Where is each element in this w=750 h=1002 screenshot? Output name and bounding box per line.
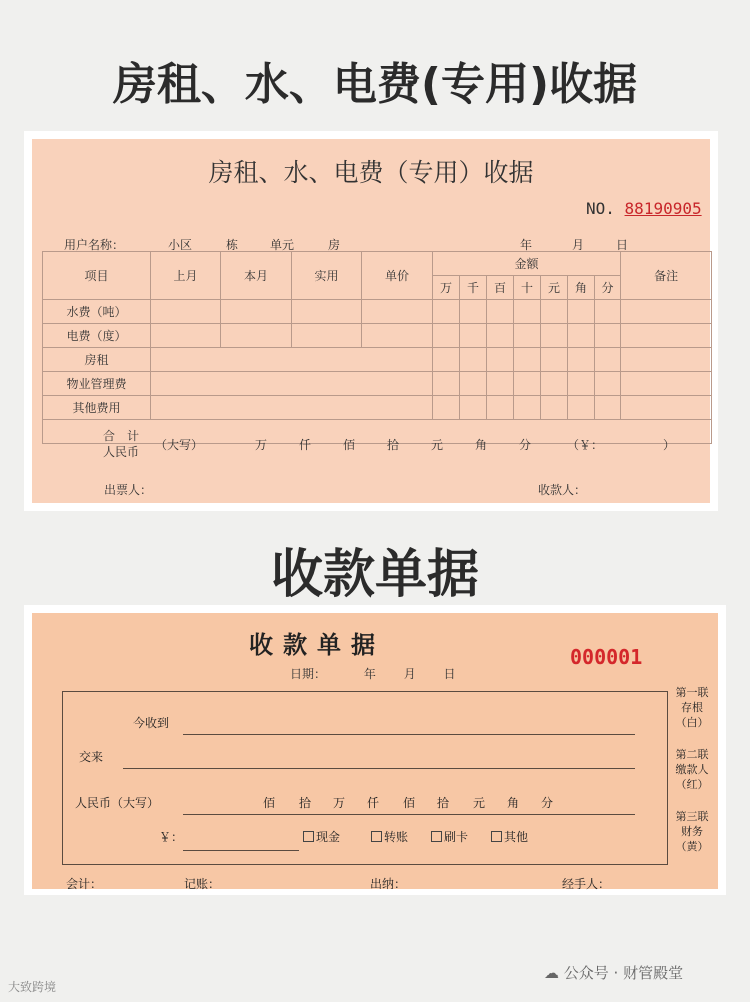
voucher-date (290, 665, 456, 682)
voucher-serial: 000001 (570, 645, 643, 669)
cell-input[interactable] (433, 324, 460, 348)
header-item: 项目 (43, 252, 151, 300)
total-cell (43, 420, 712, 459)
method-transfer-label: 转账 (384, 830, 409, 844)
cell-input[interactable] (460, 300, 487, 324)
from-line[interactable] (123, 768, 635, 769)
voucher-body (62, 691, 668, 865)
cell-input[interactable] (514, 396, 541, 420)
cell-input[interactable] (433, 396, 460, 420)
copy-1-label (666, 685, 718, 730)
cell-input[interactable] (541, 324, 568, 348)
total-yen: （￥： (567, 438, 604, 452)
total-unit-yuan: 元 (431, 438, 444, 452)
header-this-month: 本月 (221, 252, 292, 300)
table-row (43, 372, 712, 396)
total-label-heji: 合 计 (103, 429, 140, 443)
copy-2-desc: 缴款人 (675, 763, 709, 776)
amount-unit-bai: 佰 (263, 796, 276, 810)
cell-input[interactable] (487, 348, 514, 372)
rent-receipt (24, 131, 718, 511)
cell-input[interactable] (568, 324, 595, 348)
cell-input[interactable] (221, 324, 292, 348)
rent-receipt-title: 房租、水、电费（专用）收据 (208, 158, 534, 187)
cell-input[interactable] (362, 324, 433, 348)
cell-input[interactable] (292, 324, 362, 348)
row-water: 水费（吨） (43, 300, 151, 324)
cell-input[interactable] (433, 372, 460, 396)
unit-jiao: 角 (568, 276, 595, 300)
voucher-date-month: 月 (403, 667, 416, 681)
copy-2-label (666, 747, 718, 792)
header-actual: 实用 (292, 252, 362, 300)
total-row (43, 420, 712, 444)
cell-input[interactable] (568, 348, 595, 372)
footer-accountant: 会计： (66, 877, 103, 891)
total-label-rmb: 人民币 (103, 445, 140, 459)
cell-input[interactable] (568, 372, 595, 396)
cell-input[interactable] (433, 300, 460, 324)
voucher-title: 收款单据 (249, 631, 385, 659)
footer-cashier: 出纳： (370, 877, 407, 891)
copy-2-color: （红） (675, 778, 709, 791)
watermark-right-text: 公众号 · 财管殿堂 (563, 964, 684, 982)
cell-input[interactable] (433, 348, 460, 372)
cell-input[interactable] (541, 300, 568, 324)
addr-unit: 单元 (270, 238, 295, 252)
total-unit-fen: 分 (519, 438, 532, 452)
amount-unit-wan: 万 (333, 796, 346, 810)
total-unit-bai: 佰 (343, 438, 356, 452)
cell-input[interactable] (514, 348, 541, 372)
yen-label: ￥： (159, 830, 184, 844)
watermark-left: 大致跨境 (8, 980, 57, 994)
cell-input[interactable] (621, 300, 712, 324)
rent-receipt-paper (32, 139, 710, 503)
cell-input[interactable] (487, 396, 514, 420)
row-electricity: 电费（度） (43, 324, 151, 348)
cell-input[interactable] (568, 300, 595, 324)
addr-room: 房 (328, 238, 341, 252)
rmb-label: 人民币（大写） (75, 796, 160, 810)
table-row (43, 300, 712, 324)
cell-input[interactable] (595, 324, 621, 348)
header-last-month: 上月 (151, 252, 221, 300)
header-note: 备注 (621, 252, 712, 300)
cell-input[interactable] (460, 348, 487, 372)
amount-unit-yuan: 元 (473, 796, 486, 810)
cell-input[interactable] (487, 324, 514, 348)
method-card[interactable] (431, 828, 468, 845)
cell-input[interactable] (621, 348, 712, 372)
table-row (43, 324, 712, 348)
cell-input[interactable] (595, 348, 621, 372)
user-name-label: 用户名称： (64, 238, 125, 252)
unit-yuan: 元 (541, 276, 568, 300)
payment-voucher (24, 605, 726, 895)
amount-unit-shi: 拾 (299, 796, 312, 810)
amount-unit-fen: 分 (541, 796, 554, 810)
cell-input[interactable] (460, 372, 487, 396)
checkbox-icon[interactable] (371, 831, 382, 842)
receipt-number (586, 199, 702, 218)
total-unit-qian: 仟 (299, 438, 312, 452)
cell-input[interactable] (151, 324, 221, 348)
cell-input[interactable] (541, 396, 568, 420)
row-other-fee: 其他费用 (43, 396, 151, 420)
cell-input[interactable] (151, 396, 433, 420)
voucher-date-day: 日 (443, 667, 456, 681)
cell-input[interactable] (487, 300, 514, 324)
method-other-label: 其他 (504, 830, 529, 844)
date-month: 月 (572, 238, 585, 252)
cell-input[interactable] (621, 372, 712, 396)
cell-input[interactable] (621, 324, 712, 348)
received-line[interactable] (183, 734, 635, 735)
receipt-number-value: 88190905 (624, 199, 702, 218)
payment-voucher-paper (32, 613, 718, 889)
method-cash-label: 现金 (316, 830, 341, 844)
issuer-label: 出票人： (104, 483, 153, 497)
heading-rent-receipt: 房租、水、电费(专用)收据 (112, 59, 638, 110)
cell-input[interactable] (595, 396, 621, 420)
cell-input[interactable] (460, 396, 487, 420)
copy-1-title: 第一联 (675, 686, 709, 699)
watermark-right (544, 962, 683, 983)
date-year: 年 (520, 238, 533, 252)
cell-input[interactable] (151, 348, 433, 372)
date-day: 日 (616, 238, 629, 252)
amount-unit-shi2: 拾 (437, 796, 450, 810)
from-label: 交来 (79, 750, 104, 764)
heading-payment-voucher: 收款单据 (270, 545, 479, 605)
method-card-label: 刷卡 (444, 830, 469, 844)
received-label: 今收到 (133, 716, 170, 730)
amount-unit-qian: 仟 (367, 796, 380, 810)
unit-shi: 十 (514, 276, 541, 300)
table-row (43, 348, 712, 372)
payee-label: 收款人： (538, 483, 587, 497)
row-property-fee: 物业管理费 (43, 372, 151, 396)
copy-3-color: （黄） (675, 840, 709, 853)
rmb-line[interactable] (183, 814, 635, 815)
header-amount: 金额 (433, 252, 621, 276)
method-cash[interactable] (303, 828, 340, 845)
method-transfer[interactable] (371, 828, 408, 845)
unit-qian: 千 (460, 276, 487, 300)
copy-2-title: 第二联 (675, 748, 709, 761)
copy-3-title: 第三联 (675, 810, 709, 823)
row-rent: 房租 (43, 348, 151, 372)
cell-input[interactable] (514, 300, 541, 324)
table-row (43, 396, 712, 420)
cell-input[interactable] (487, 372, 514, 396)
cell-input[interactable] (514, 324, 541, 348)
cell-input[interactable] (595, 372, 621, 396)
cell-input[interactable] (541, 372, 568, 396)
total-daxie: （大写） (155, 438, 204, 452)
total-yen-close: ） (663, 438, 676, 452)
footer-bookkeeper: 记账： (184, 877, 221, 891)
amount-unit-bai2: 佰 (403, 796, 416, 810)
method-other[interactable] (491, 828, 528, 845)
cell-input[interactable] (541, 348, 568, 372)
cell-input[interactable] (460, 324, 487, 348)
unit-fen: 分 (595, 276, 621, 300)
cell-input[interactable] (221, 300, 292, 324)
cell-input[interactable] (151, 300, 221, 324)
copy-1-color: （白） (675, 716, 709, 729)
addr-community: 小区 (168, 238, 193, 252)
cell-input[interactable] (514, 372, 541, 396)
cell-input[interactable] (595, 300, 621, 324)
total-unit-wan: 万 (255, 438, 268, 452)
cell-input[interactable] (151, 372, 433, 396)
cell-input[interactable] (568, 396, 595, 420)
total-unit-shi: 拾 (387, 438, 400, 452)
checkbox-icon[interactable] (431, 831, 442, 842)
unit-bai: 百 (487, 276, 514, 300)
voucher-date-label: 日期： (290, 667, 327, 681)
fee-table (42, 251, 712, 459)
copy-3-desc: 财务 (681, 825, 703, 838)
copy-3-label (666, 809, 718, 854)
wechat-icon: ☁ (544, 964, 559, 982)
receipt-number-label: NO. (586, 199, 615, 218)
amount-unit-jiao: 角 (507, 796, 520, 810)
total-label (103, 428, 139, 460)
footer-handler: 经手人： (562, 877, 611, 891)
copy-1-desc: 存根 (681, 701, 703, 714)
cell-input[interactable] (292, 300, 362, 324)
checkbox-icon[interactable] (491, 831, 502, 842)
cell-input[interactable] (621, 396, 712, 420)
voucher-date-year: 年 (363, 667, 376, 681)
total-unit-jiao: 角 (475, 438, 488, 452)
unit-wan: 万 (433, 276, 460, 300)
addr-building: 栋 (226, 238, 239, 252)
header-unit-price: 单价 (362, 252, 433, 300)
checkbox-icon[interactable] (303, 831, 314, 842)
yen-line[interactable] (183, 850, 299, 851)
cell-input[interactable] (362, 300, 433, 324)
